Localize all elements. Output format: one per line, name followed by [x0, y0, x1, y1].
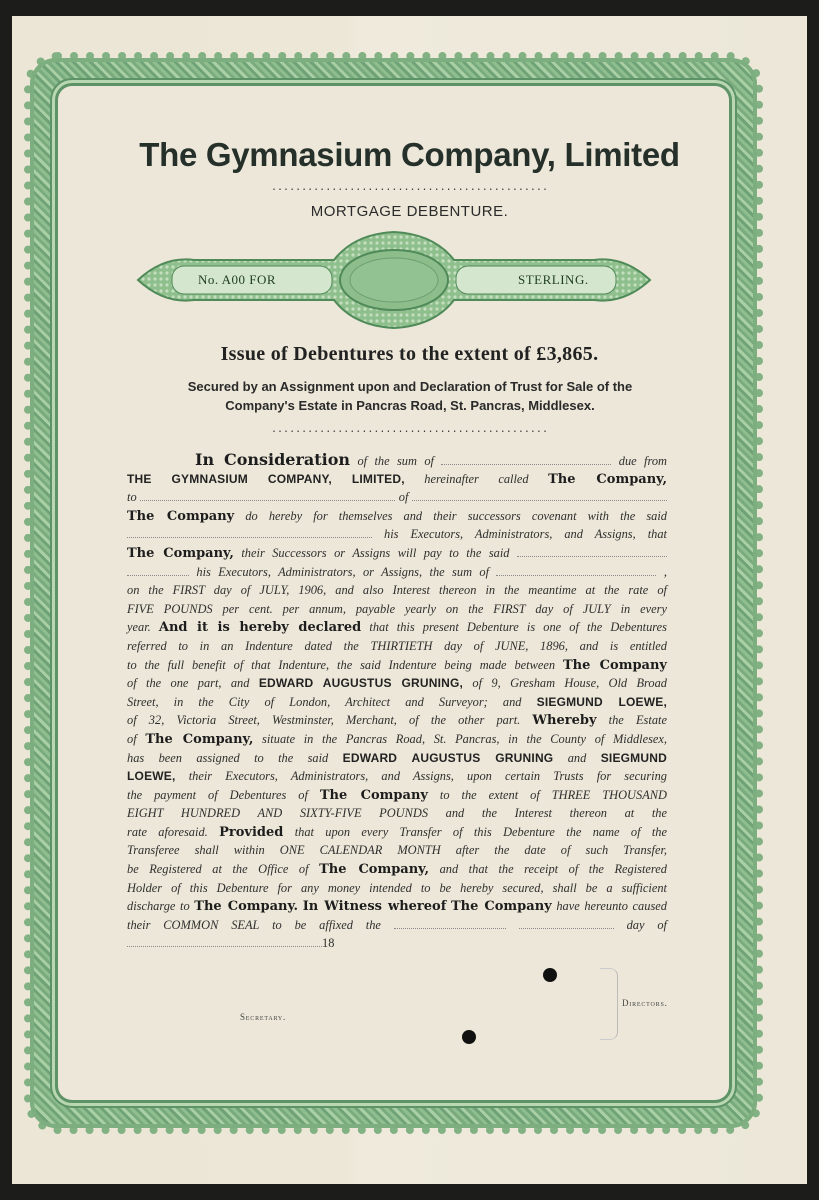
body-line: to the full benefit of that Indenture, the said Indenture being made between The Company	[127, 657, 667, 673]
secured-line: Secured by an Assignment upon and Declaration of Trust for Sale of the	[187, 379, 633, 394]
body-line: referred to in an Indenture dated the THIRTIETH day of JUNE, 1896, and is entitled	[127, 638, 667, 653]
body-line: has been assigned to the said EDWARD AUGUSTUS GRUNING and SIEGMUND	[127, 750, 667, 765]
show-through-text	[294, 366, 309, 369]
body-line: to of	[127, 488, 667, 507]
certificate-type: MORTGAGE DEBENTURE.	[310, 203, 509, 220]
body-line: Street, in the City of London, Architect and Surveyor; and SIEGMUND LOEWE,	[127, 694, 667, 709]
title-dotted-rule: ..............................................	[271, 182, 548, 193]
directors-signature-label: Directors.	[622, 998, 668, 1008]
body-line: discharge to The Company. In Witness whereof The Company have hereunto caused	[127, 899, 667, 915]
sterling-label: STERLING.	[518, 272, 589, 287]
body-line: Transferee shall within ONE CALENDAR MONTH after the date of such Transfer,	[127, 843, 667, 858]
body-line: his Executors, Administrators, and Assigns, that	[127, 525, 667, 544]
certificate-number: No. A00 FOR	[198, 272, 277, 287]
debenture-body	[127, 451, 667, 953]
body-line: the payment of Debentures of The Company to the extent of THREE THOUSAND	[127, 787, 667, 803]
secured-statement	[120, 377, 700, 415]
body-line: EIGHT HUNDRED AND SIXTY-FIVE POUNDS and the Interest thereon at the	[127, 806, 667, 821]
punch-hole	[543, 968, 557, 982]
body-line: of the one part, and EDWARD AUGUSTUS GRUNING, of 9, Gresham House, Old Broad	[127, 676, 667, 691]
body-line: year. And it is hereby declared that this present Debenture is one of the Debentures	[127, 620, 667, 636]
body-line: 18	[127, 934, 667, 953]
heading-dotted-rule: ..............................................	[271, 424, 548, 435]
body-line: Holder of this Debenture for any money intended to be hereby secured, shall be a sufficient	[127, 880, 667, 895]
secretary-signature-label: Secretary.	[240, 1012, 287, 1022]
body-line: The Company, their Successors or Assigns will pay to the said	[127, 544, 667, 563]
body-line: their COMMON SEAL to be affixed the day of	[127, 917, 667, 932]
company-title: The Gymnasium Company, Limited	[139, 136, 680, 173]
body-line: of 32, Victoria Street, Westminster, Merchant, of the other part. Whereby the Estate	[127, 713, 667, 729]
body-line: LOEWE, their Executors, Administrators, and Assigns, upon certain Trusts for securing	[127, 769, 667, 784]
body-line: on the FIRST day of JULY, 1906, and also Interest thereon in the meantime at the rate of	[127, 583, 667, 598]
body-line: The Company do hereby for themselves and their successors covenant with the said	[127, 508, 667, 524]
secured-line: Company's Estate in Pancras Road, St. Pancras, Middlesex.	[225, 398, 595, 413]
directors-signature-bracket	[600, 968, 618, 1040]
body-line: of The Company, situate in the Pancras Road, St. Pancras, in the County of Middlesex,	[127, 731, 668, 747]
body-line: FIVE POUNDS per cent. per annum, payable yearly on the FIRST day of JULY in every	[127, 601, 667, 616]
issue-heading: Issue of Debentures to the extent of £3,865.	[220, 343, 599, 365]
punch-hole	[462, 1030, 476, 1044]
body-line: his Executors, Administrators, or Assigns, the sum of ,	[127, 563, 667, 582]
body-line: THE GYMNASIUM COMPANY, LIMITED, hereinafter called The Company,	[127, 471, 668, 487]
body-line: rate aforesaid. Provided that upon every Transfer of this Debenture the name of the	[127, 824, 667, 840]
body-line: In Consideration of the sum of due from	[195, 450, 667, 469]
body-line: be Registered at the Office of The Company, and that the receipt of the Registered	[127, 862, 667, 878]
